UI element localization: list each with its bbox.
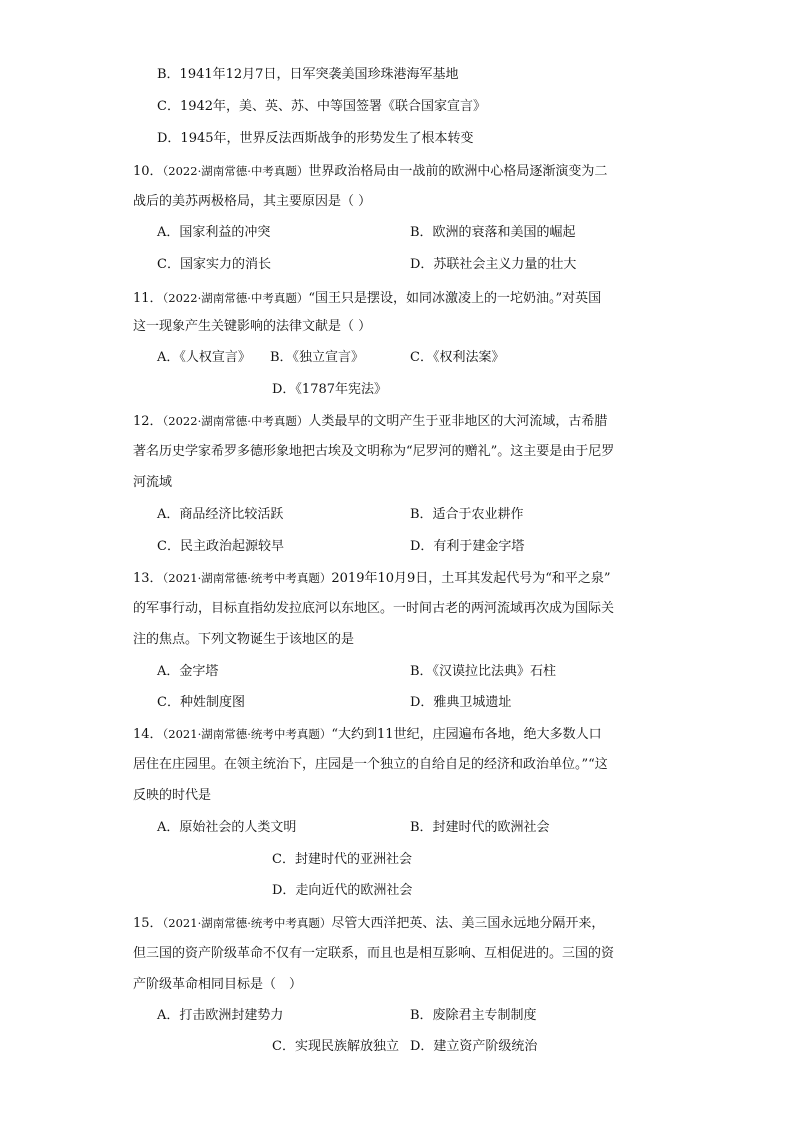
option-c: C．民主政治起源较早 (157, 539, 284, 554)
question-11-line-1 (133, 289, 601, 308)
question-text: 的军事行动，目标直指幼发拉底河以东地区。一时间古老的两河流域再次成为国际关 (133, 601, 615, 616)
question-13-line-1 (133, 569, 611, 588)
question-number: 13． (133, 571, 163, 586)
question-text: 注的焦点。下列文物诞生于该地区的是 (133, 632, 355, 647)
option-d: D．雅典卫城遗址 (410, 695, 512, 710)
option-a: A．国家利益的冲突 (157, 225, 271, 240)
question-number: 11． (133, 291, 163, 306)
question-10-line-1 (133, 162, 607, 181)
question-source: （2022·湖南常德·中考真题） (162, 164, 309, 178)
question-text: 但三国的资产阶级革命不仅有一定联系，而且也是相互影响、互相促进的。三国的资 (133, 946, 615, 961)
option-a: A．原始社会的人类文明 (157, 820, 297, 835)
option-b: B．1941年12月7日，日军突袭美国珍珠港海军基地 (157, 67, 459, 82)
option-c: C．国家实力的消长 (157, 257, 271, 272)
option-c: C．《权利法案》 (410, 350, 505, 365)
question-text: 著名历史学家希罗多德形象地把古埃及文明称为“尼罗河的赠礼”。这主要是由于尼罗 (133, 444, 615, 459)
option-d: D．走向近代的欧洲社会 (272, 883, 413, 898)
question-number: 12． (133, 414, 163, 429)
option-b: B．《独立宣言》 (270, 350, 365, 365)
option-c: C．种姓制度图 (157, 695, 245, 710)
question-text: “国王只是摆设，如同冰激凌上的一坨奶油。”对英国 (308, 291, 602, 306)
question-text: 这一现象产生关键影响的法律文献是（ ） (133, 319, 372, 334)
question-text: 尽管大西洋把英、法、美三国永远地分隔开来， (331, 916, 605, 931)
question-number: 10． (133, 164, 163, 179)
option-a: A．打击欧洲封建势力 (157, 1008, 284, 1023)
question-source: （2022·湖南常德·中考真题） (162, 291, 309, 305)
question-source: （2021·湖南常德·统考中考真题） (162, 727, 332, 741)
question-number: 14． (133, 727, 163, 742)
option-d: D．苏联社会主义力量的壮大 (410, 257, 577, 272)
option-b: B．欧洲的衰落和美国的崛起 (410, 225, 576, 240)
option-c: C．封建时代的亚洲社会 (272, 852, 412, 867)
option-d: D．有利于建金字塔 (410, 539, 525, 554)
question-14-line-1 (133, 725, 602, 744)
question-text: 2019年10月9日，土耳其发起代号为“和平之泉” (331, 571, 611, 586)
option-b: B．《汉谟拉比法典》石柱 (410, 664, 557, 679)
question-text: 世界政治格局由一战前的欧洲中心格局逐渐演变为二 (308, 164, 608, 179)
option-d: D．建立资产阶级统治 (410, 1039, 538, 1054)
option-d: D．1945年，世界反法西斯战争的形势发生了根本转变 (157, 131, 474, 146)
option-a: A．金字塔 (157, 664, 219, 679)
question-number: 15． (133, 916, 163, 931)
question-15-line-1 (133, 914, 604, 933)
option-b: B．封建时代的欧洲社会 (410, 820, 550, 835)
question-source: （2021·湖南常德·统考中考真题） (162, 916, 332, 930)
question-source: （2021·湖南常德·统考中考真题） (162, 571, 332, 585)
question-text: 战后的美苏两极格局，其主要原因是（ ） (133, 194, 372, 209)
question-source: （2022·湖南常德·中考真题） (162, 414, 309, 428)
question-text: 产阶级革命相同目标是（ ） (133, 977, 303, 992)
question-12-line-1 (133, 412, 607, 431)
question-text: 河流域 (133, 475, 173, 490)
question-text: 反映的时代是 (133, 788, 212, 803)
option-d: D．《1787年宪法》 (272, 382, 388, 397)
option-b: B．适合于农业耕作 (410, 507, 524, 522)
question-text: “大约到11世纪，庄园遍布各地，绝大多数人口 (331, 727, 602, 742)
question-text: 居住在庄园里。在领主统治下，庄园是一个独立的自给自足的经济和政治单位。”“这 (133, 757, 608, 772)
option-b: B．废除君主专制制度 (410, 1008, 537, 1023)
option-c: C．1942年，美、英、苏、中等国签署《联合国家宣言》 (157, 99, 487, 114)
question-text: 人类最早的文明产生于亚非地区的大河流域，古希腊 (308, 414, 608, 429)
option-c: C．实现民族解放独立 (272, 1039, 399, 1054)
option-a: A．商品经济比较活跃 (157, 507, 284, 522)
option-a: A．《人权宣言》 (157, 350, 251, 365)
